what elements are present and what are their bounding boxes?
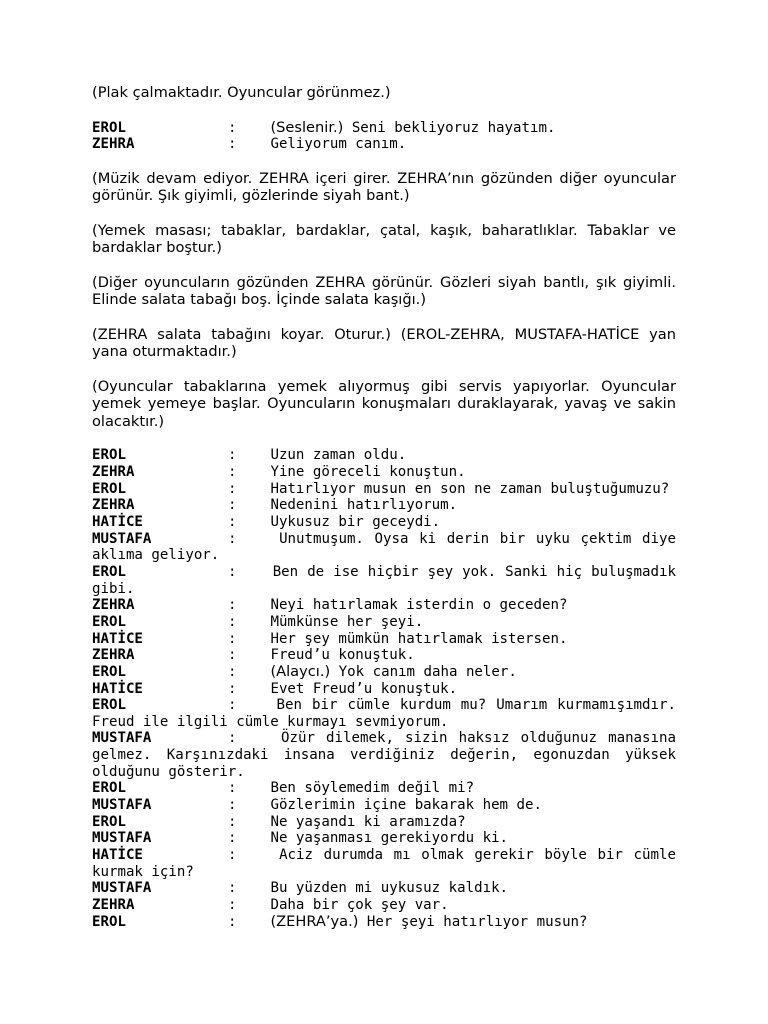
script-page [92, 84, 685, 930]
dialogue-line [92, 514, 676, 531]
separator-colon: : [228, 880, 237, 897]
speaker-separator [228, 830, 270, 846]
speaker-separator [228, 780, 270, 796]
dialogue-text: Evet Freud’u konuştuk. [270, 680, 458, 697]
dialogue-line [92, 730, 685, 780]
dialogue-line [92, 830, 676, 847]
dialogue-text: Geliyorum canım. [270, 136, 407, 153]
dialogue-line [92, 447, 676, 464]
separator-colon: : [228, 513, 237, 530]
dialogue-text: Freud’u konuştuk. [270, 647, 415, 664]
dialogue-text: Bu yüzden mi uykusuz kaldık. [270, 880, 509, 897]
separator-colon: : [228, 119, 237, 136]
dialogue-text: Ben bir cümle kurdum mu? Umarım kurmamışımdır. Freud ile ilgili cümle kurmayı sevmiyorum. [92, 697, 685, 730]
dialogue-text: Uzun zaman oldu. [270, 447, 407, 464]
dialogue-line [92, 897, 676, 914]
speaker-name: EROL [92, 480, 126, 497]
stage-direction: (ZEHRA salata tabağını koyar. Oturur.) (EROL-ZEHRA, MUSTAFA-HATİCE yan yana oturmaktadır.) [92, 325, 676, 361]
dialogue-line [92, 614, 676, 631]
separator-colon: : [228, 797, 237, 814]
speaker-separator [228, 697, 277, 713]
separator-colon: : [228, 630, 237, 647]
separator-colon: : [228, 913, 237, 930]
speaker-name: EROL [92, 913, 126, 930]
speaker-separator [228, 136, 270, 152]
speaker-name: ZEHRA [92, 647, 135, 664]
dialogue-text: Ben söylemedim değil mi? [270, 780, 475, 797]
stage-direction: (Plak çalmaktadır. Oyuncular görünmez.) [92, 84, 391, 101]
separator-colon: : [228, 663, 237, 680]
speaker-separator [228, 647, 270, 663]
dialogue-text: Ne yaşanması gerekiyordu ki. [270, 830, 509, 847]
dialogue-line [92, 697, 685, 730]
speaker-separator [228, 447, 270, 463]
speaker-separator [228, 564, 273, 580]
stage-direction: (Oyuncular tabaklarına yemek alıyormuş gibi servis yapıyorlar. Oyuncular yemek yemeye başlar. Oyuncuların konuşmaları duraklayarak, yavaş ve sakin olacaktır.) [92, 377, 676, 430]
dialogue-text: Her şey mümkün hatırlamak istersen. [270, 630, 568, 647]
dialogue-text: Aciz durumda mı olmak gerekir böyle bir cümle kurmak için? [92, 847, 685, 880]
separator-colon: : [228, 830, 237, 847]
dialogue-text: Seni bekliyoruz hayatım. [343, 119, 556, 136]
speaker-separator [228, 531, 279, 547]
speaker-name: EROL [92, 563, 126, 580]
dialogue-text: Unutmuşum. Oysa ki derin bir uyku çektim diye aklıma geliyor. [92, 530, 685, 564]
separator-colon: : [228, 497, 237, 514]
dialogue-text: Yine göreceli konuştun. [270, 463, 466, 480]
speaker-name: EROL [92, 697, 126, 714]
separator-colon: : [228, 480, 237, 497]
speaker-name: MUSTAFA [92, 730, 152, 747]
speaker-name: EROL [92, 663, 126, 680]
speaker-separator [228, 597, 270, 613]
dialogue-text: Özür dilemek, sizin haksız olduğunuz manasına gelmez. Karşınızdaki insana verdiğiniz değerin, egonuzdan yüksek olduğunu gösterir. [92, 730, 685, 780]
dialogue-text: Gözlerimin içine bakarak hem de. [270, 797, 542, 814]
separator-colon: : [228, 530, 237, 547]
dialogue-line [92, 914, 676, 931]
speaker-name: EROL [92, 613, 126, 630]
speaker-name: ZEHRA [92, 897, 135, 914]
dialogue-text: Her şeyi hatırlıyor musun? [358, 913, 588, 930]
dialogue-line [92, 631, 676, 648]
separator-colon: : [228, 897, 237, 914]
separator-colon: : [228, 647, 237, 664]
speaker-name: MUSTAFA [92, 797, 152, 814]
speaker-name: EROL [92, 119, 126, 136]
stage-direction: (Diğer oyuncuların gözünden ZEHRA görünür. Gözleri siyah bantlı, şık giyimli. Elinde salata tabağı boş. İçinde salata kaşığı.) [92, 273, 676, 309]
speaker-separator [228, 464, 270, 480]
speaker-separator [228, 914, 270, 930]
separator-colon: : [228, 730, 237, 747]
speaker-name: EROL [92, 780, 126, 797]
separator-colon: : [228, 563, 237, 580]
dialogue-text: Yok canım daha neler. [330, 663, 517, 680]
dialogue-text: Ben de ise hiçbir şey yok. Sanki hiç buluşmadık gibi. [92, 563, 685, 597]
dialogue-line [92, 481, 676, 498]
speaker-separator [228, 514, 270, 530]
dialogue-block-main [92, 447, 685, 930]
speaker-name: HATİCE [92, 513, 143, 530]
dialogue-line [92, 136, 676, 153]
speaker-separator [228, 614, 270, 630]
separator-colon: : [228, 136, 237, 153]
dialogue-line [92, 847, 685, 880]
speaker-name: HATİCE [92, 630, 143, 647]
speaker-name: HATİCE [92, 680, 143, 697]
speaker-separator [228, 120, 270, 136]
separator-colon: : [228, 697, 237, 714]
speaker-name: EROL [92, 447, 126, 464]
speaker-separator [228, 730, 281, 746]
speaker-separator [228, 897, 270, 913]
speaker-separator [228, 847, 279, 863]
dialogue-text: Nedenini hatırlıyorum. [270, 497, 458, 514]
dialogue-text: Daha bir çok şey var. [270, 897, 449, 914]
inline-direction: (Alaycı.) [270, 662, 331, 680]
speaker-name: ZEHRA [92, 463, 135, 480]
inline-direction: (ZEHRA’ya.) [270, 912, 359, 930]
speaker-name: EROL [92, 813, 126, 830]
speaker-separator [228, 631, 270, 647]
dialogue-line [92, 880, 676, 897]
dialogue-line [92, 681, 676, 698]
inline-direction: (Seslenir.) [270, 118, 344, 136]
speaker-separator [228, 681, 270, 697]
separator-colon: : [228, 597, 237, 614]
dialogue-block-opening [92, 120, 676, 153]
dialogue-text: Neyi hatırlamak isterdin o geceden? [270, 597, 568, 614]
speaker-name: ZEHRA [92, 497, 135, 514]
separator-colon: : [228, 780, 237, 797]
dialogue-line [92, 814, 676, 831]
separator-colon: : [228, 447, 237, 464]
dialogue-line [92, 497, 676, 514]
dialogue-line [92, 597, 676, 614]
separator-colon: : [228, 463, 237, 480]
speaker-name: HATİCE [92, 847, 143, 864]
dialogue-text: Ne yaşandı ki aramızda? [270, 813, 466, 830]
dialogue-line [92, 780, 676, 797]
speaker-name: MUSTAFA [92, 530, 152, 547]
separator-colon: : [228, 813, 237, 830]
dialogue-text: Mümkünse her şeyi. [270, 613, 424, 630]
speaker-separator [228, 797, 270, 813]
speaker-separator [228, 814, 270, 830]
dialogue-line [92, 797, 676, 814]
separator-colon: : [228, 847, 237, 864]
dialogue-line [92, 530, 685, 564]
dialogue-line [92, 563, 685, 597]
speaker-separator [228, 497, 270, 513]
speaker-name: ZEHRA [92, 136, 135, 153]
dialogue-text: Uykusuz bir geceydi. [270, 513, 441, 530]
dialogue-line [92, 664, 676, 681]
speaker-name: MUSTAFA [92, 830, 152, 847]
speaker-name: MUSTAFA [92, 880, 152, 897]
stage-direction: (Müzik devam ediyor. ZEHRA içeri girer. ZEHRA’nın gözünden diğer oyuncular görünür. Şık giyimli, gözlerinde siyah bant.) [92, 169, 676, 205]
speaker-separator [228, 880, 270, 896]
dialogue-line [92, 647, 676, 664]
separator-colon: : [228, 613, 237, 630]
dialogue-text: Hatırlıyor musun en son ne zaman buluştuğumuzu? [270, 480, 670, 497]
speaker-separator [228, 664, 270, 680]
stage-direction: (Yemek masası; tabaklar, bardaklar, çatal, kaşık, baharatlıklar. Tabaklar ve bardaklar boştur.) [92, 221, 676, 257]
speaker-name: ZEHRA [92, 597, 135, 614]
speaker-separator [228, 481, 270, 497]
separator-colon: : [228, 680, 237, 697]
dialogue-line [92, 464, 676, 481]
dialogue-line [92, 120, 676, 137]
